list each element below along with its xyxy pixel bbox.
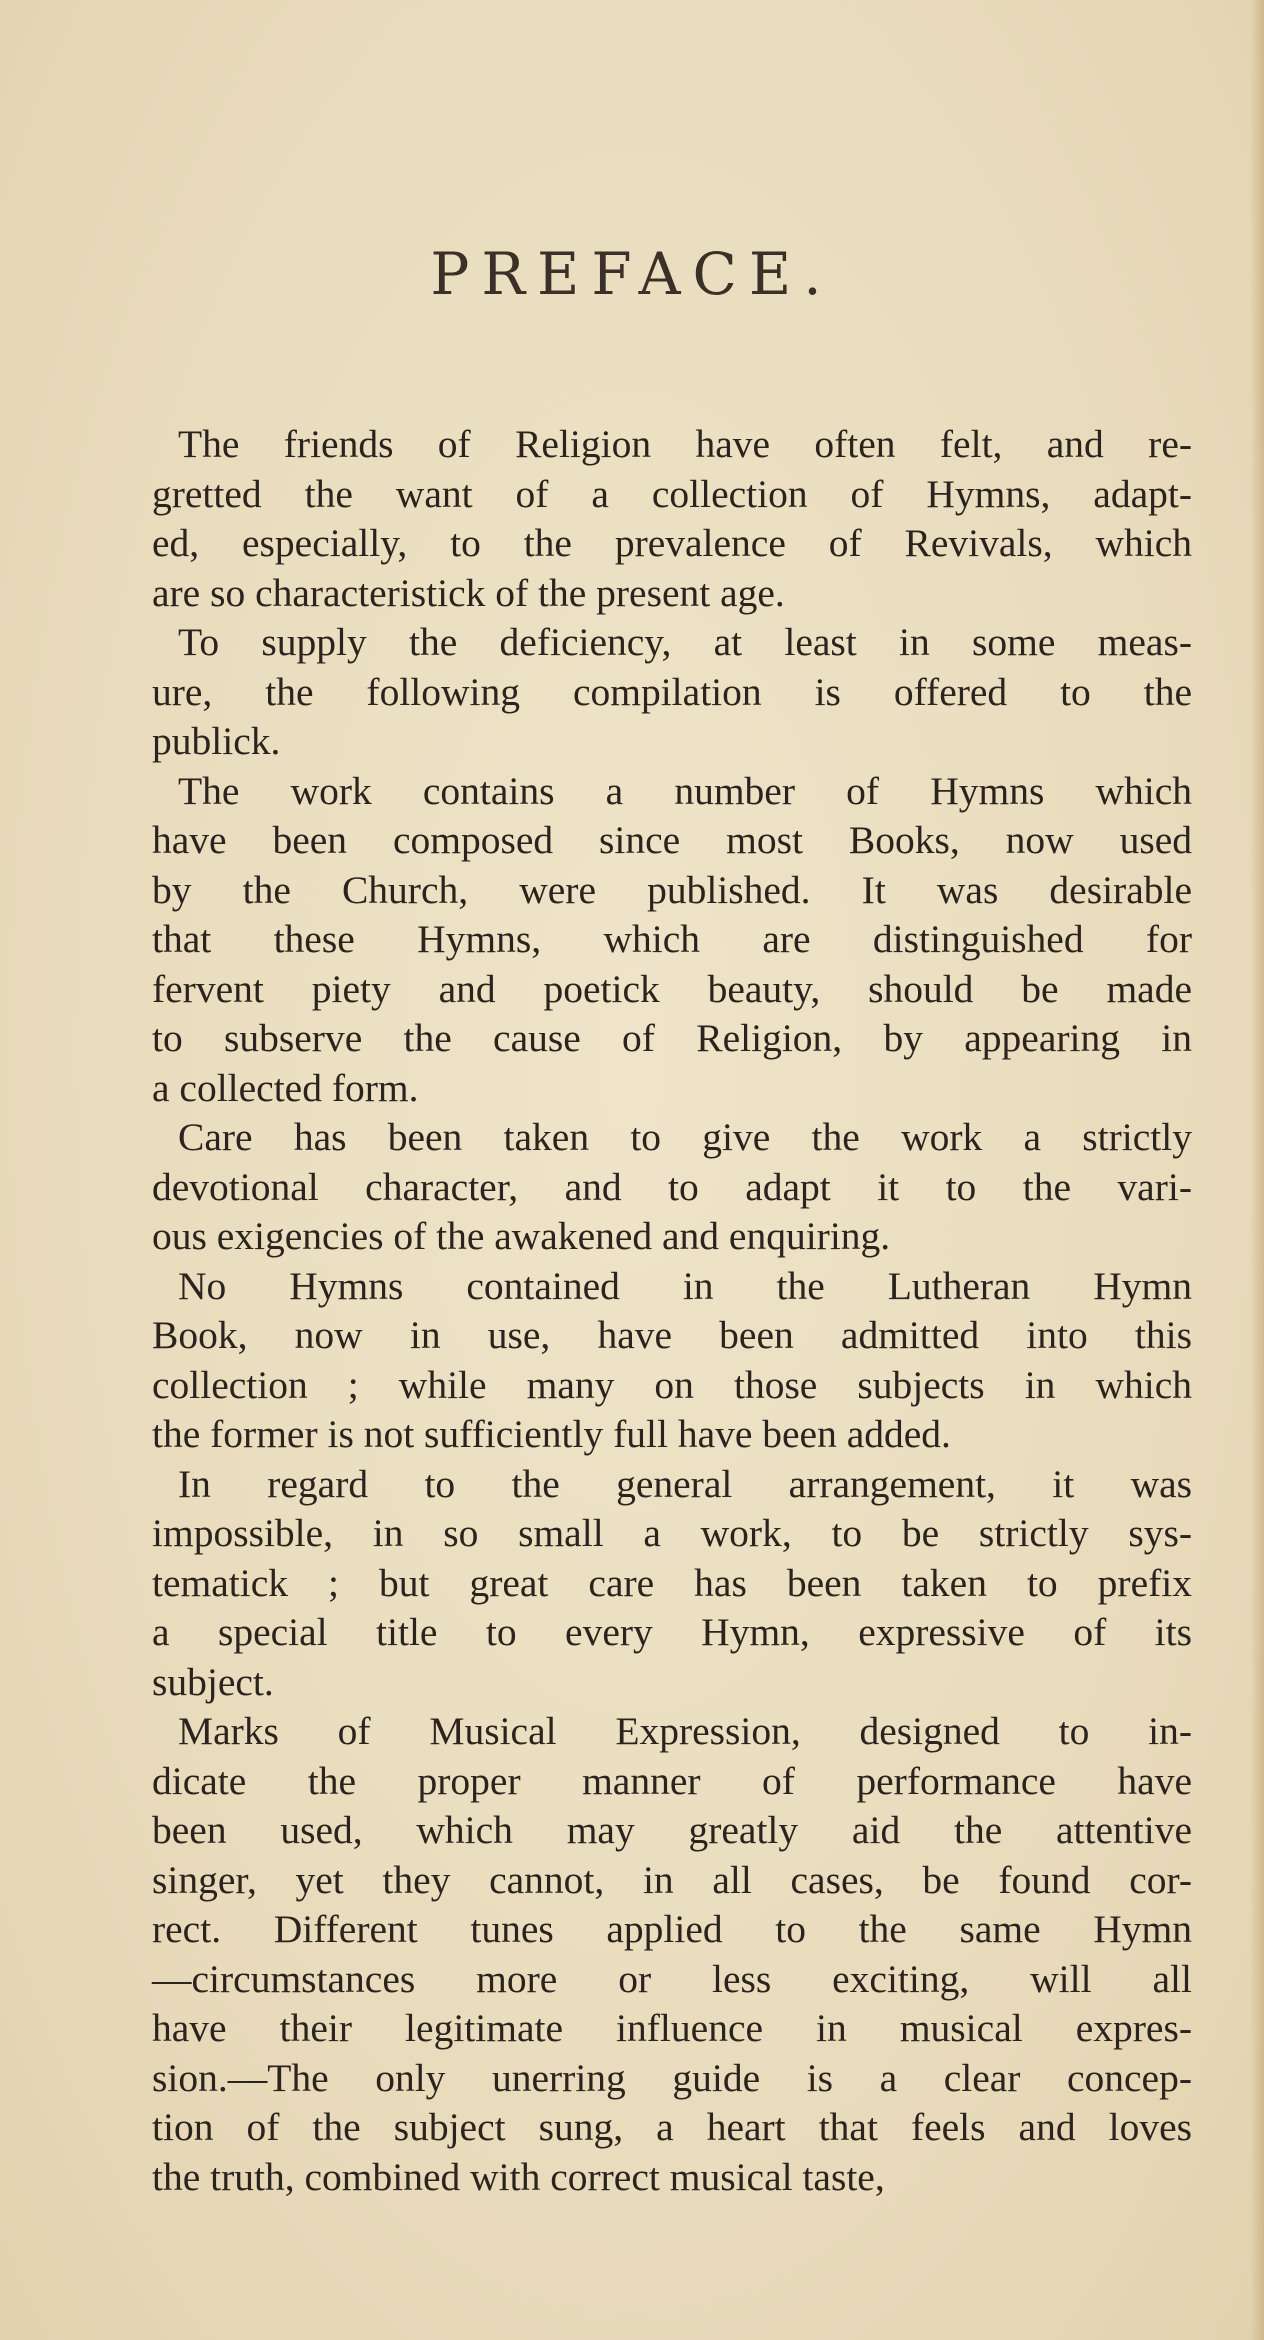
text-line: In regard to the general arrangement, it was (178, 1461, 1192, 1506)
text-line: Marks of Musical Expression, designed to in- (178, 1709, 1192, 1753)
text-line: impossible, in so small a work, to be strictly sys- (152, 1511, 1192, 1555)
text-line: To supply the deficiency, at least in some meas- (178, 620, 1192, 664)
text-line: fervent piety and poetick beauty, should be made (152, 966, 1192, 1011)
text-line: ure, the following compilation is offered to the (152, 669, 1192, 714)
text-line: tematick ; but great care has been taken to prefix (152, 1560, 1192, 1605)
text-line: to subserve the cause of Religion, by appearing in (152, 1016, 1192, 1060)
text-line: singer, yet they cannot, in all cases, be found cor- (152, 1857, 1192, 1902)
text-line: are so characteristick of the present age. (152, 570, 785, 615)
text-line: ous exigencies of the awakened and enquiring. (152, 1214, 891, 1258)
text-line: No Hymns contained in the Lutheran Hymn (178, 1263, 1192, 1308)
text-line: gretted the want of a collection of Hymns, adapt- (152, 471, 1192, 516)
text-line: The work contains a number of Hymns which (178, 768, 1192, 813)
text-line: subject. (152, 1659, 274, 1704)
text-line: a collected form. (152, 1065, 419, 1110)
text-line: dicate the proper manner of performance have (152, 1758, 1192, 1803)
text-line: Care has been taken to give the work a strictly (178, 1115, 1192, 1159)
text-line: Book, now in use, have been admitted into this (152, 1313, 1192, 1357)
text-line: by the Church, were published. It was desirable (152, 867, 1192, 912)
text-line: collection ; while many on those subjects in which (152, 1362, 1192, 1407)
text-line: a special title to every Hymn, expressive of its (152, 1610, 1192, 1654)
text-line: —circumstances more or less exciting, will all (152, 1956, 1192, 2001)
preface-body (152, 420, 1192, 2202)
page-edge (1250, 0, 1264, 2340)
text-line: have been composed since most Books, now used (152, 818, 1192, 862)
text-line: The friends of Religion have often felt, and re- (178, 422, 1192, 466)
text-line: ed, especially, to the prevalence of Revivals, which (152, 521, 1192, 565)
text-line: tion of the subject sung, a heart that feels and loves (152, 2105, 1192, 2149)
text-line: rect. Different tunes applied to the same Hymn (152, 1907, 1192, 1951)
text-line: the former is not sufficiently full have been added. (152, 1412, 951, 1456)
text-line: publick. (152, 719, 281, 763)
text-line: been used, which may greatly aid the attentive (152, 1808, 1192, 1852)
page-title: PREFACE. (430, 240, 834, 308)
text-line: devotional character, and to adapt it to the vari- (152, 1164, 1192, 1209)
text-line: have their legitimate influence in musical expres- (152, 2006, 1192, 2050)
text-line: the truth, combined with correct musical taste, (152, 2154, 885, 2199)
text-line: that these Hymns, which are distinguished for (152, 917, 1192, 961)
text-line: sion.—The only unerring guide is a clear concep- (152, 2055, 1192, 2100)
